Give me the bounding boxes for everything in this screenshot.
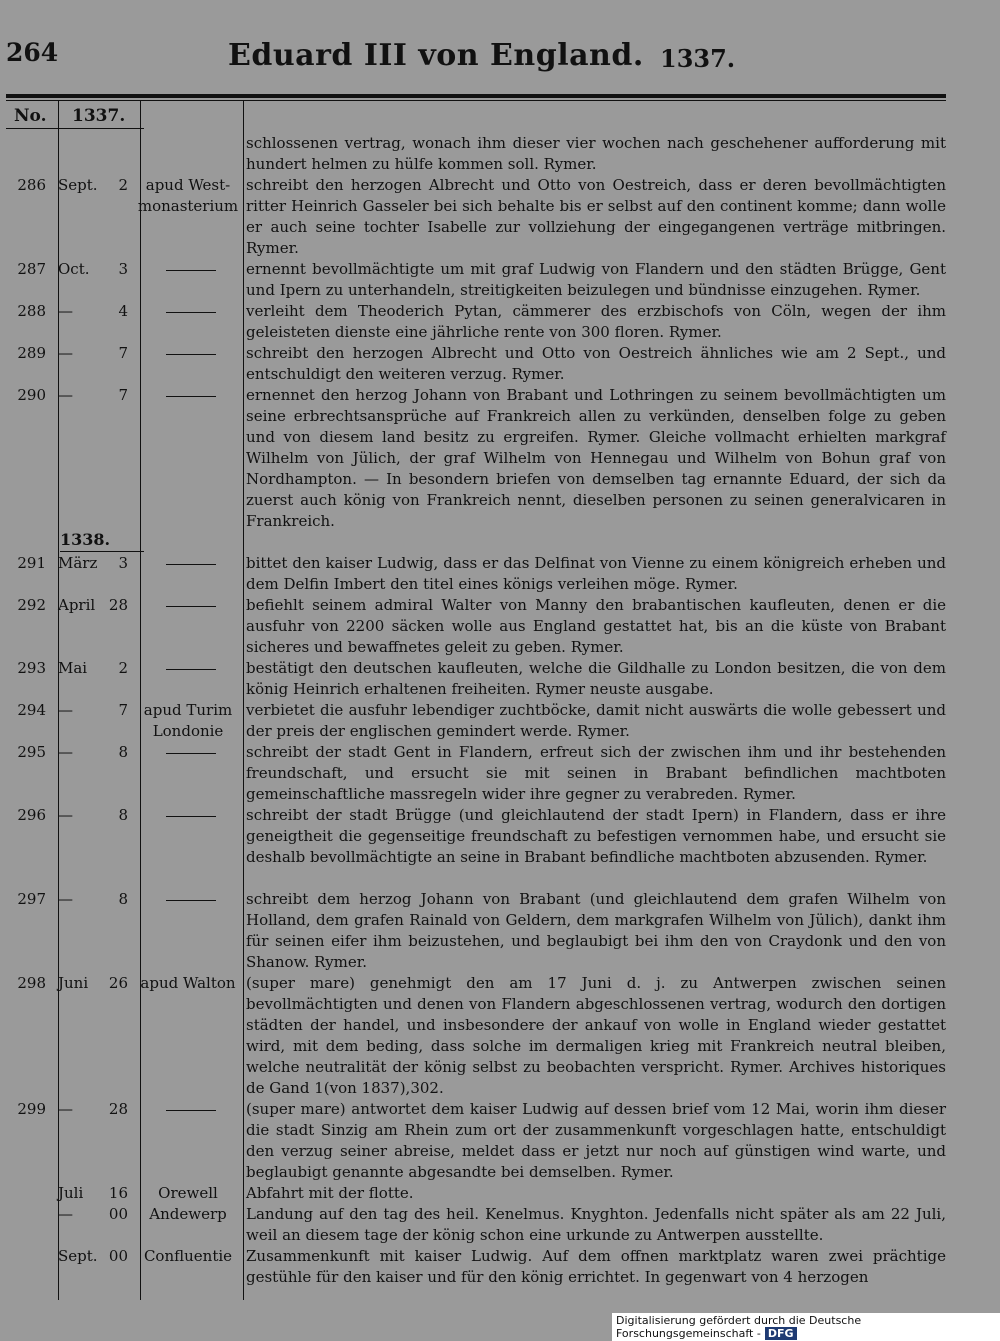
page-number: 264 [6,38,59,67]
entry-text: ernennet den herzog Johann von Brabant und Lothringen zu seinem bevollmächtigten um seine erbrechtsansprüche auf Frankreich allen zu verkünden, denselben folge zu geben und von diesem land besitz zu ergreifen. Rymer. Gleiche vollmacht erhielten markgraf Wilhelm von Jülich, der graf Wilhelm von Hennegau und Wilhelm von Bohun graf von Nordhampton. — In besondern briefen von demselben tag ernannte Eduard, der sich da zuerst auch könig von Frankreich nennt, dieselben personen zu seinen generalvicaren in Frankreich. [246,386,946,530]
entry-number: 292 [17,596,46,614]
place-ditto-line [166,396,216,397]
entry-month: — [58,701,73,719]
entry-day: 7 [118,344,128,362]
place-ditto-line [166,354,216,355]
entry-number: 294 [17,701,46,719]
entry-number: 296 [17,806,46,824]
entry-text: schreibt der stadt Brügge (und gleichlautend der stadt Ipern) in Flandern, dass er ihre geneigtheit die gegenseitige freundschaft zu befestigen vernommen habe, und ersucht sie deshalb bevollmächtigte an seine in Brabant befindliche machtboten abzusenden. Rymer. [246,806,946,866]
entry-number: 288 [17,302,46,320]
year-marker-underline [60,551,144,552]
header-rule-thin [6,100,946,101]
entry-day: 3 [118,554,128,572]
place-ditto-line [166,606,216,607]
entry-text: schlossenen vertrag, wonach ihm dieser vier wochen nach geschehener aufforderung mit hundert helmen zu hülfe kommen soll. Rymer. [246,134,946,173]
entry-number: 290 [17,386,46,404]
place-ditto-line [166,564,216,565]
header-rule-thick [6,94,946,98]
entry-text: verleiht dem Theoderich Pytan, cämmerer des erzbischofs von Cöln, wegen der ihm geleisteten dienste eine jährliche rente von 300 floren. Rymer. [246,302,946,341]
entry-number: 286 [17,176,46,194]
place-ditto-line [166,270,216,271]
entry-month: — [58,1100,73,1118]
entry-place: Orewell [158,1184,218,1202]
entry-day: 2 [118,176,128,194]
entry-place: apud Turim Londonie [143,701,233,740]
entry-text: (super mare) antwortet dem kaiser Ludwig auf dessen brief vom 12 Mai, worin ihm dieser die stadt Sinzig am Rhein zum ort der zusammenkunft vorgeschlagen hatte, entschuldigt den verzug seiner abreise, meldet dass er jetzt nur noch auf günstigen wind warte, und beglaubigt genannte abgesandte bei demselben. Rymer. [246,1100,946,1181]
entry-text: schreibt der stadt Gent in Flandern, erfreut sich der zwischen ihm und ihr bestehenden freundschaft, und ersucht sie mit seinen in Brabant befindlichen machtboten gemeinschaftliche massregeln wider ihre gegner zu verabreden. Rymer. [246,743,946,803]
entry-day: 7 [118,386,128,404]
entry-day: 7 [118,701,128,719]
entry-month: — [58,1205,73,1223]
entry-day: 00 [108,1205,128,1223]
entry-number: 297 [17,890,46,908]
entry-month: — [58,344,73,362]
entry-month: April [58,596,96,614]
entry-text: bittet den kaiser Ludwig, dass er das Delfinat von Vienne zu einem königreich erheben und dem Delfin Imbert den titel eines königs verleihen möge. Rymer. [246,554,946,593]
entry-month: März [58,554,98,572]
place-ditto-line [166,312,216,313]
place-ditto-line [166,669,216,670]
entry-month: — [58,302,73,320]
entry-month: Juni [58,974,89,992]
entry-day: 8 [118,806,128,824]
entry-day: 3 [118,260,128,278]
entry-day: 26 [108,974,128,992]
page-title: Eduard III von England. [228,38,644,73]
entry-month: Sept. [58,176,98,194]
place-ditto-line [166,753,216,754]
entry-month: — [58,806,73,824]
entry-month: — [58,386,73,404]
column-header-underline [6,128,144,129]
entry-month: Oct. [58,260,90,278]
entry-month: Juli [58,1184,84,1202]
entry-text: befiehlt seinem admiral Walter von Manny den brabantischen kaufleuten, denen er die ausfuhr von 2200 säcken wolle aus England gestattet hat, bis an die küste von Brabant sicheres und bewaffnetes geleit zu geben. Rymer. [246,596,946,656]
entry-number: 291 [17,554,46,572]
entry-month: — [58,743,73,761]
entry-month: Sept. [58,1247,98,1265]
entry-place: apud West-monasterium [137,176,239,215]
entry-text: bestätigt den deutschen kaufleuten, welche die Gildhalle zu London besitzen, die von dem könig Heinrich erhaltenen freiheiten. Rymer neuste ausgabe. [246,659,946,698]
entry-text: (super mare) genehmigt den am 17 Juni d. j. zu Antwerpen zwischen seinen bevollmächtigten und denen von Flandern abgeschlossenen vertrag, wodurch den dortigen städten der handel, und insbesondere der ankauf von wolle in England wieder gestattet wird, mit dem beding, dass solche im dermaligen krieg mit Frankreich neutral bleiben, welche neutralität der könig selbst zu beobachten verspricht. Rymer. Archives historiques de Gand 1(von 1837),302. [246,974,946,1097]
entry-text: schreibt den herzogen Albrecht und Otto von Oestreich ähnliches wie am 2 Sept., und entschuldigt den weiteren verzug. Rymer. [246,344,946,383]
year-marker-1338: 1338. [60,530,111,549]
entry-day: 8 [118,890,128,908]
entry-day: 8 [118,743,128,761]
entry-text: verbietet die ausfuhr lebendiger zuchtböcke, damit nicht auswärts die wolle gebessert und der preis der englischen gemindert werde. Rymer. [246,701,946,740]
entry-place: Andewerp [149,1205,227,1223]
entry-day: 16 [108,1184,128,1202]
entry-place: apud Walton [140,974,236,992]
place-ditto-line [166,1110,216,1111]
entry-text: Abfahrt mit der flotte. [246,1184,414,1202]
entry-number: 293 [17,659,46,677]
entry-text: Zusammenkunft mit kaiser Ludwig. Auf dem offnen marktplatz waren zwei prächtige gestühle für den kaiser und für den könig errichtet. In gegenwart von 4 herzogen [246,1247,946,1286]
entry-number: 298 [17,974,46,992]
column-header-no: No. [14,106,47,126]
entry-day: 2 [118,659,128,677]
entry-text: schreibt dem herzog Johann von Brabant (und gleichlautend dem grafen Wilhelm von Holland, dem grafen Rainald von Geldern, dem markgrafen Wilhelm von Jülich), dankt ihm für seinen eifer ihm beizustehen, und beglaubigt bei ihm den von Craydonk und den von Shanow. Rymer. [246,890,946,971]
footer-credit [612,1313,1000,1341]
entry-day: 4 [118,302,128,320]
entry-day: 28 [108,1100,128,1118]
place-ditto-line [166,816,216,817]
entry-place: Confluentie [143,1247,233,1265]
footer-text: Digitalisierung gefördert durch die Deutsche Forschungsgemeinschaft - [616,1314,862,1340]
entry-month: Mai [58,659,88,677]
entry-day: 00 [108,1247,128,1265]
dfg-logo: DFG [765,1327,797,1340]
entry-number: 295 [17,743,46,761]
column-divider-3 [243,100,244,1300]
place-ditto-line [166,900,216,901]
entry-number: 289 [17,344,46,362]
column-header-year: 1337. [72,106,126,126]
entry-text: ernennt bevollmächtigte um mit graf Ludwig von Flandern und den städten Brügge, Gent und Ipern zu unterhandeln, streitigkeiten beizulegen und bündnisse einzugehen. Rymer. [246,260,946,299]
entry-month: — [58,890,73,908]
entry-text: schreibt den herzogen Albrecht und Otto von Oestreich, dass er deren bevollmächtigten ritter Heinrich Gasseler bei sich behalte bis er selbst auf den continent komme; dann wolle er auch seine tochter Isabelle zur vollziehung der eingegangenen verträge mitbringen. Rymer. [246,176,946,257]
entry-number: 299 [17,1100,46,1118]
header-year: 1337. [660,44,736,73]
entry-day: 28 [108,596,128,614]
entry-number: 287 [17,260,46,278]
entry-text: Landung auf den tag des heil. Kenelmus. Knyghton. Jedenfalls nicht später als am 22 Juli, weil an diesem tage der könig schon eine urkunde zu Antwerpen ausstellte. [246,1205,946,1244]
